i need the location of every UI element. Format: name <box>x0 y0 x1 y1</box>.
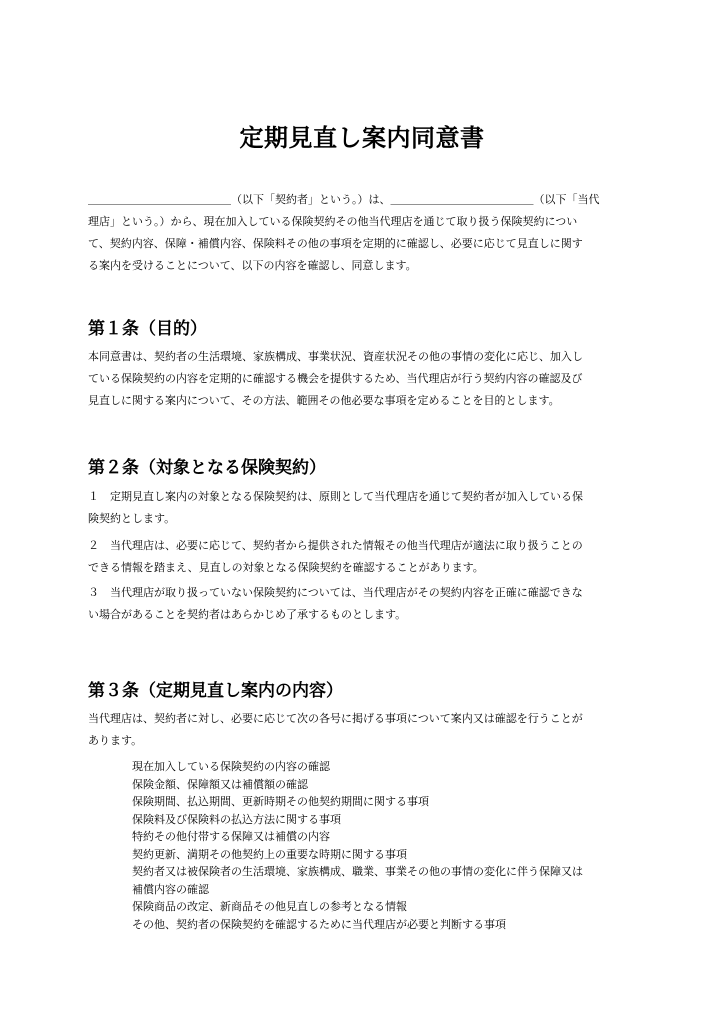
intro-line: ＿＿＿＿＿＿＿＿＿＿＿＿＿（以下「契約者」という。）は、＿＿＿＿＿＿＿＿＿＿＿＿＿（以下「当代 <box>88 193 600 206</box>
article2-heading: 第２条（対象となる保険契約） <box>88 458 326 478</box>
list-item: その他、契約者の保険契約を確認するために当代理店が必要と判断する事項 <box>132 917 506 931</box>
article2-item1-line: １ 定期見直し案内の対象となる保険契約は、原則として当代理店を通じて契約者が加入している保 <box>88 490 583 503</box>
list-item: 特約その他付帯する保障又は補償の内容 <box>132 830 330 843</box>
article2-item3 <box>88 582 648 626</box>
article1-body <box>88 346 648 412</box>
list-item: 保険金額、保障額又は補償額の確認 <box>132 777 308 791</box>
document-title: 定期見直し案内同意書 <box>239 124 485 152</box>
list-item: 現在加入している保険契約の内容の確認 <box>132 760 330 773</box>
article2-item2-line: できる情報を踏まえ、見直しの対象となる保険契約を確認することがあります。 <box>88 561 484 574</box>
intro-line: て、契約内容、保障・補償内容、保険料その他の事項を定期的に確認し、必要に応じて見直しに関す <box>88 237 583 250</box>
list-item: 保険商品の改定、新商品その他見直しの参考となる情報 <box>132 900 407 913</box>
list-item: 契約更新、満期その他契約上の重要な時期に関する事項 <box>132 847 407 861</box>
article1-line: 本同意書は、契約者の生活環境、家族構成、事業状況、資産状況その他の事情の変化に応じ、加入し <box>88 350 583 363</box>
article3-line: 当代理店は、契約者に対し、必要に応じて次の各号に掲げる事項について案内又は確認を行うことが <box>88 712 583 725</box>
article2-item1-line: 険契約とします。 <box>88 512 176 525</box>
article2-item2 <box>88 535 648 579</box>
article2-item2-line: ２ 当代理店は、必要に応じて、契約者から提供された情報その他当代理店が適法に取り扱うことの <box>88 539 583 552</box>
article1-line: ている保険契約の内容を定期的に確認する機会を提供するため、当代理店が行う契約内容の確認及び <box>88 372 583 385</box>
list-item: 契約者又は被保険者の生活環境、家族構成、職業、事業その他の事情の変化に伴う保障又は 補償内容の確認 <box>132 865 583 896</box>
intro-line: 理店」という。）から、現在加入している保険契約その他当代理店を通じて取り扱う保険契約につい <box>88 215 578 228</box>
article1-heading: 第１条（目的） <box>88 319 207 339</box>
article2-item3-line: い場合があることを契約者はあらかじめ了承するものとします。 <box>88 608 407 621</box>
article3-body <box>88 708 648 752</box>
intro-line: る案内を受けることについて、以下の内容を確認し、同意します。 <box>88 259 417 272</box>
list-item: 保険料及び保険料の払込方法に関する事項 <box>132 812 341 826</box>
article3-heading: 第３条（定期見直し案内の内容） <box>88 681 343 701</box>
article3-line: あります。 <box>88 734 143 747</box>
article1-line: 見直しに関する案内について、その方法、範囲その他必要な事項を定めることを目的とします。 <box>88 394 560 407</box>
intro-paragraph <box>88 189 648 277</box>
article2-item3-line: ３ 当代理店が取り扱っていない保険契約については、当代理店がその契約内容を正確に確認できな <box>88 586 583 599</box>
list-item: 保険期間、払込期間、更新時期その他契約期間に関する事項 <box>132 795 429 808</box>
article2-item1 <box>88 486 648 530</box>
article3-item-list <box>132 758 642 933</box>
